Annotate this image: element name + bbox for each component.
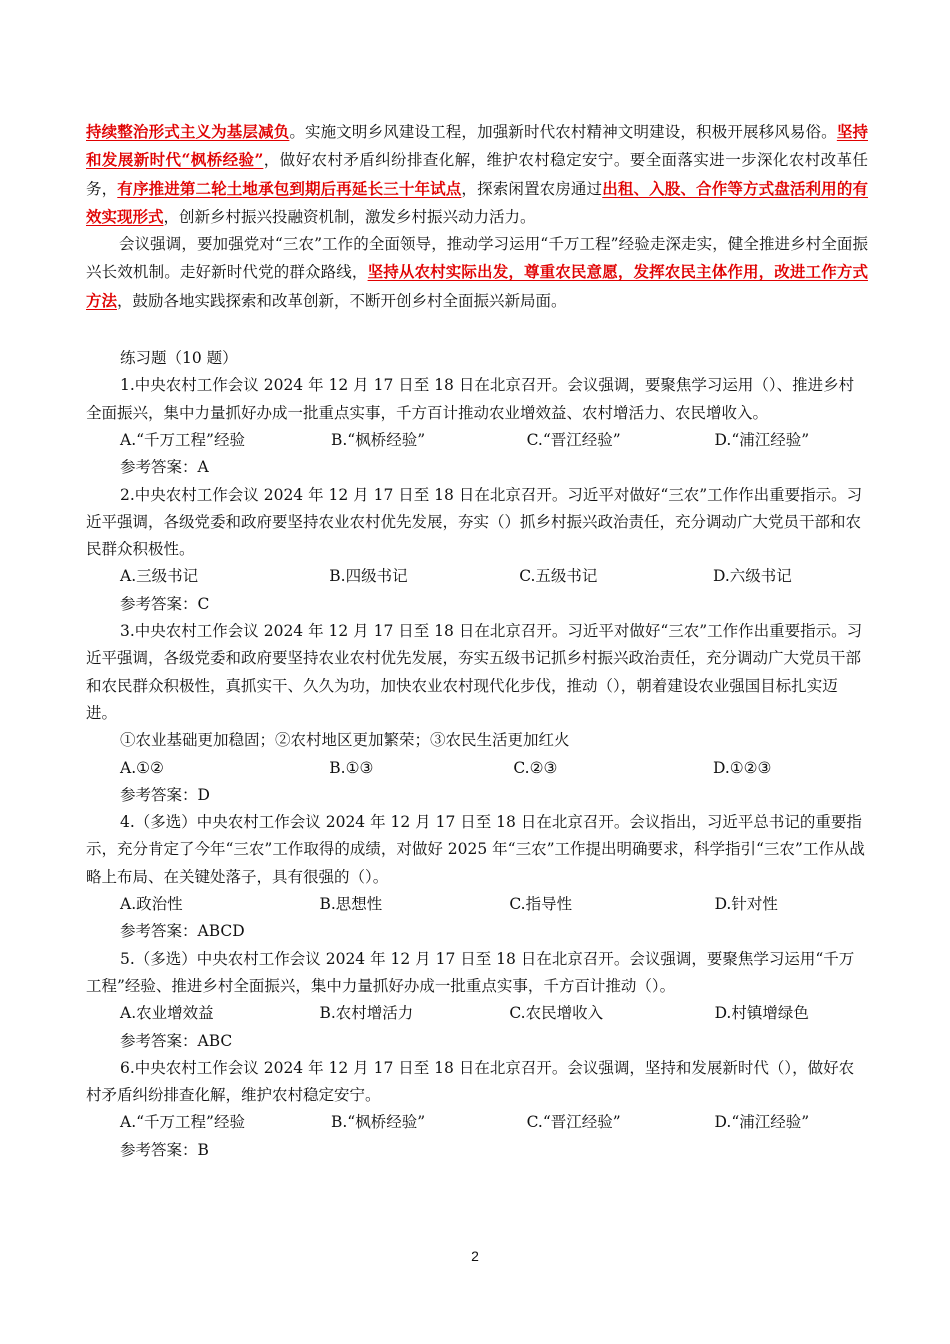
question-stem: 6.中央农村工作会议 2024 年 12 月 17 日至 18 日在北京召开。会议强调，坚持和发展新时代（），做好农村矛盾纠纷排查化解，维护农村稳定安宁。 bbox=[86, 1058, 855, 1105]
question-list bbox=[86, 372, 868, 1164]
option-c: C.五级书记 bbox=[519, 567, 598, 586]
answer-key: 参考答案：ABC bbox=[120, 1031, 233, 1050]
option-c: C.农民增收入 bbox=[509, 1004, 604, 1023]
answer-key: 参考答案：C bbox=[120, 594, 210, 613]
answer-key: 参考答案：A bbox=[120, 458, 209, 477]
question-item bbox=[86, 482, 868, 618]
highlighted-text: 坚持和发展新时代“枫桥经验” bbox=[86, 122, 868, 170]
answer-key: 参考答案：ABCD bbox=[120, 922, 245, 941]
page-number: 2 bbox=[471, 1248, 479, 1264]
option-b: B.农村增活力 bbox=[319, 1004, 414, 1023]
question-item bbox=[86, 809, 868, 945]
body-text: 。实施文明乡风建设工程，加强新时代农村精神文明建设，积极开展移风易俗。 bbox=[289, 123, 837, 141]
option-d: D.“浦江经验” bbox=[714, 430, 810, 449]
body-text: ，探索闲置农房通过 bbox=[461, 179, 603, 198]
option-a: A.政治性 bbox=[120, 895, 183, 914]
option-a: A.农业增效益 bbox=[120, 1004, 214, 1023]
option-a: A.“千万工程”经验 bbox=[120, 1113, 245, 1132]
answer-key: 参考答案：D bbox=[120, 785, 210, 804]
option-b: B.“枫桥经验” bbox=[330, 1113, 426, 1132]
option-c: C.②③ bbox=[513, 758, 558, 777]
option-b: B.“枫桥经验” bbox=[330, 430, 426, 449]
question-item bbox=[86, 1055, 868, 1164]
question-item bbox=[86, 946, 868, 1055]
highlighted-text: 有序推进第二轮土地承包到期后再延长三十年试点 bbox=[117, 178, 462, 198]
question-stem: 1.中央农村工作会议 2024 年 12 月 17 日至 18 日在北京召开。会议强调，要聚焦学习运用（）、推进乡村全面振兴，集中力量抓好办成一批重点实事，千方百计推动农业增效益、农村增活力、农民增收入。 bbox=[86, 376, 855, 422]
question-stem: 3.中央农村工作会议 2024 年 12 月 17 日至 18 日在北京召开。习近平对做好“三农”工作作出重要指示。习近平强调，各级党委和政府要坚持农业农村优先发展，夯实五级书记抓乡村振兴政治责任，充分调动广大党员干部和农民群众积极性，真抓实干、久久为功，加快农业农村现代化步伐，推动（），朝着建设农业强国目标扎实迈进。 bbox=[86, 622, 863, 722]
option-d: D.村镇增绿色 bbox=[714, 1004, 809, 1023]
intro-paragraph-1 bbox=[86, 118, 868, 231]
intro-paragraph-2 bbox=[86, 231, 868, 315]
body-text: ，创新乡村振兴投融资机制，激发乡村振兴动力活力。 bbox=[163, 207, 536, 226]
option-c: C.指导性 bbox=[509, 895, 573, 914]
option-b: B.思想性 bbox=[319, 895, 383, 914]
option-c: C.“晋江经验” bbox=[526, 1113, 621, 1132]
question-item bbox=[86, 618, 868, 809]
section-gap bbox=[86, 315, 868, 345]
option-row bbox=[86, 891, 868, 918]
question-item bbox=[86, 372, 868, 481]
question-stem: 4.（多选）中央农村工作会议 2024 年 12 月 17 日至 18 日在北京召开。会议指出，习近平总书记的重要指示，充分肯定了今年“三农”工作取得的成绩，对做好 2025 年“三农”工作提出明确要求，科学指引“三农”工作从战略上布局、在关键处落子，具有很强的（）。 bbox=[86, 813, 865, 886]
highlighted-text: 坚持从农村实际出发，尊重农民意愿，发挥农民主体作用，改进工作方式方法 bbox=[86, 262, 868, 310]
option-row bbox=[86, 1000, 868, 1027]
document-page bbox=[86, 118, 868, 1164]
highlighted-text: 出租、入股、合作等方式盘活利用的有效实现形式 bbox=[86, 178, 868, 226]
option-row bbox=[86, 1109, 868, 1136]
option-a: A.“千万工程”经验 bbox=[120, 430, 245, 449]
question-stem: 5.（多选）中央农村工作会议 2024 年 12 月 17 日至 18 日在北京召开。会议强调，要聚焦学习运用“千万工程”经验、推进乡村全面振兴，集中力量抓好办成一批重点实事，千方百计推动（）。 bbox=[86, 949, 855, 995]
body-text: 会议强调，要加强党对“三农”工作的全面领导，推动学习运用“千万工程”经验走深走实，健全推进乡村全面振兴长效机制。走好新时代党的群众路线， bbox=[86, 235, 868, 282]
question-stem: 2.中央农村工作会议 2024 年 12 月 17 日至 18 日在北京召开。习近平对做好“三农”工作作出重要指示。习近平强调，各级党委和政府要坚持农业农村优先发展，夯实（）抓乡村振兴政治责任，充分调动广大党员干部和农民群众积极性。 bbox=[86, 485, 863, 559]
body-text: ，做好农村矛盾纠纷排查化解，维护农村稳定安宁。要全面落实进一步深化农村改革任务， bbox=[86, 151, 868, 198]
option-row bbox=[86, 427, 868, 454]
option-d: D.针对性 bbox=[714, 895, 778, 914]
option-b: B.①③ bbox=[329, 758, 374, 777]
question-statements: ①农业基础更加稳固；②农村地区更加繁荣；③农民生活更加红火 bbox=[120, 731, 570, 750]
option-d: D.“浦江经验” bbox=[714, 1113, 810, 1132]
option-row bbox=[86, 755, 868, 782]
option-a: A.三级书记 bbox=[120, 567, 199, 586]
option-d: D.六级书记 bbox=[712, 567, 792, 586]
option-b: B.四级书记 bbox=[329, 567, 408, 586]
option-d: D.①②③ bbox=[712, 758, 772, 777]
exercise-title: 练习题（10 题） bbox=[120, 349, 238, 368]
option-row bbox=[86, 563, 868, 590]
highlighted-text: 持续整治形式主义为基层减负 bbox=[86, 122, 290, 141]
answer-key: 参考答案：B bbox=[120, 1140, 209, 1159]
option-c: C.“晋江经验” bbox=[526, 430, 621, 449]
option-a: A.①② bbox=[120, 758, 164, 777]
body-text: ，鼓励各地实践探索和改革创新，不断开创乡村全面振兴新局面。 bbox=[117, 291, 567, 310]
